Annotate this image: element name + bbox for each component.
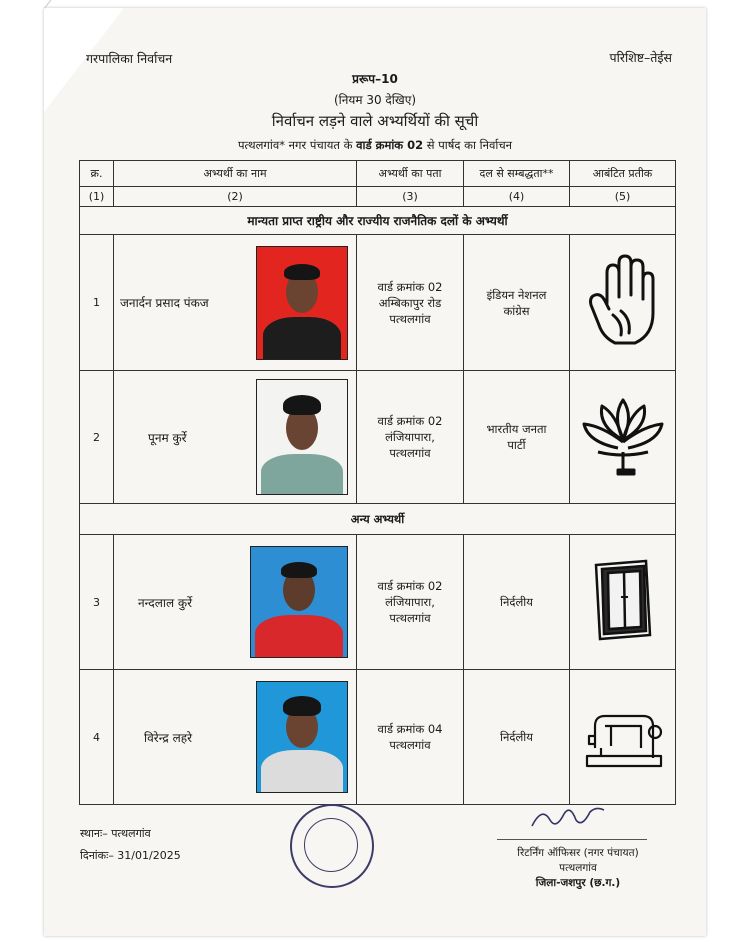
place-label: स्थानः– पत्थलगांव <box>80 827 151 840</box>
candidate-photo <box>256 246 348 360</box>
col-header-sn: क्र. <box>80 161 114 187</box>
photo-hair <box>283 696 321 716</box>
subtitle-municipality: पत्थलगांव* नगर पंचायत के <box>237 138 357 152</box>
party-name: भारतीय जनता पार्टी <box>486 422 547 452</box>
photo-hair <box>283 395 321 415</box>
symbol-cell <box>570 535 676 670</box>
officer-location: पत्थलगांव <box>559 862 597 874</box>
almirah-icon <box>588 559 658 643</box>
address-cell <box>357 535 464 670</box>
name-photo-cell <box>114 371 357 504</box>
candidate-name: पूनम कुर्रे <box>148 430 187 445</box>
address-line: लंजियापारा, <box>385 430 435 444</box>
party-name: निर्दलीय <box>500 595 533 609</box>
hand-icon <box>585 253 661 349</box>
photo-shirt <box>261 454 343 495</box>
photo-shirt <box>255 615 343 658</box>
col-header-party: दल से सम्बद्धता** <box>464 161 570 187</box>
header-right-title: परिशिष्ट–तेईस <box>609 50 672 65</box>
table-row <box>80 235 676 371</box>
table-row <box>80 371 676 504</box>
party-cell <box>464 371 570 504</box>
col-number: (1) <box>80 187 114 207</box>
sewing-machine-icon <box>581 700 665 772</box>
address-line: वार्ड क्रमांक 02 <box>377 414 443 428</box>
address-line: पत्थलगांव <box>389 446 431 460</box>
candidate-photo <box>256 681 348 793</box>
official-seal-inner <box>304 818 358 872</box>
date-label: दिनांकः– 31/01/2025 <box>80 849 181 862</box>
form-number: प्ररूप–10 <box>352 72 398 86</box>
address-cell <box>357 371 464 504</box>
symbol-cell <box>570 371 676 504</box>
subtitle-election: से पार्षद का निर्वाचन <box>423 138 513 152</box>
rule-reference: (नियम 30 देखिए) <box>333 93 417 107</box>
address-line: वार्ड क्रमांक 04 <box>377 722 443 736</box>
officer-title: रिटर्निंग ऑफिसर (नगर पंचायत) <box>517 847 639 859</box>
candidate-photo <box>256 379 348 495</box>
party-cell <box>464 670 570 805</box>
col-header-name: अभ्यर्थी का नाम <box>114 161 357 187</box>
photo-shirt <box>263 317 341 360</box>
symbol-cell <box>570 235 676 371</box>
address-line: पत्थलगांव <box>389 611 431 625</box>
signature-line <box>497 839 647 840</box>
col-header-address: अभ्यर्थी का पता <box>357 161 464 187</box>
address-line: अम्बिकापुर रोड <box>378 295 442 310</box>
table-row <box>80 535 676 670</box>
candidate-name: जनार्दन प्रसाद पंकज <box>120 296 209 310</box>
symbol-cell <box>570 670 676 805</box>
photo-hair <box>284 264 320 280</box>
row-sn: 3 <box>80 535 114 670</box>
section-title-recognized: मान्यता प्राप्त राष्ट्रीय और राज्यीय राजनैतिक दलों के अभ्यर्थी <box>80 207 676 235</box>
col-number: (5) <box>570 187 676 207</box>
document-subtitle <box>0 138 750 153</box>
party-name: निर्दलीय <box>500 730 533 744</box>
photo-hair <box>281 562 317 578</box>
address-cell <box>357 235 464 371</box>
address-cell <box>357 670 464 805</box>
subtitle-ward: वार्ड क्रमांक 02 <box>356 138 424 152</box>
party-cell <box>464 535 570 670</box>
col-number: (4) <box>464 187 570 207</box>
officer-district: जिला-जशपुर (छ.ग.) <box>535 877 621 889</box>
candidate-name: विरेन्द्र लहरे <box>144 730 192 745</box>
section-title-others: अन्य अभ्यर्थी <box>80 504 676 535</box>
lotus-icon <box>578 396 668 476</box>
col-number: (2) <box>114 187 357 207</box>
party-name: इंडियन नेशनल कांग्रेस <box>486 287 547 318</box>
row-sn: 4 <box>80 670 114 805</box>
name-photo-cell <box>114 670 357 805</box>
column-number-row <box>80 187 676 207</box>
address-line: वार्ड क्रमांक 02 <box>377 279 443 294</box>
row-sn: 1 <box>80 235 114 371</box>
address-line: वार्ड क्रमांक 02 <box>377 579 443 593</box>
party-cell <box>464 235 570 371</box>
row-sn: 2 <box>80 371 114 504</box>
address-line: लंजियापारा, <box>385 595 435 609</box>
section-row-others <box>80 504 676 535</box>
name-photo-cell <box>114 535 357 670</box>
col-header-symbol: आबंटित प्रतीक <box>570 161 676 187</box>
candidate-table <box>79 160 676 805</box>
document-title: निर्वाचन लड़ने वाले अभ्यर्थियों की सूची <box>271 112 479 130</box>
name-photo-cell <box>114 235 357 371</box>
candidate-photo <box>250 546 348 658</box>
table-row <box>80 670 676 805</box>
header-left-title: गरपालिका निर्वाचन <box>86 51 173 66</box>
address-line: पत्थलगांव <box>389 311 431 326</box>
signature <box>528 800 608 834</box>
address-line: पत्थलगांव <box>389 738 431 752</box>
col-number: (3) <box>357 187 464 207</box>
header-row <box>80 161 676 187</box>
section-row-recognized <box>80 207 676 235</box>
candidate-name: नन्दलाल कुर्रे <box>138 595 193 610</box>
photo-shirt <box>261 750 343 793</box>
